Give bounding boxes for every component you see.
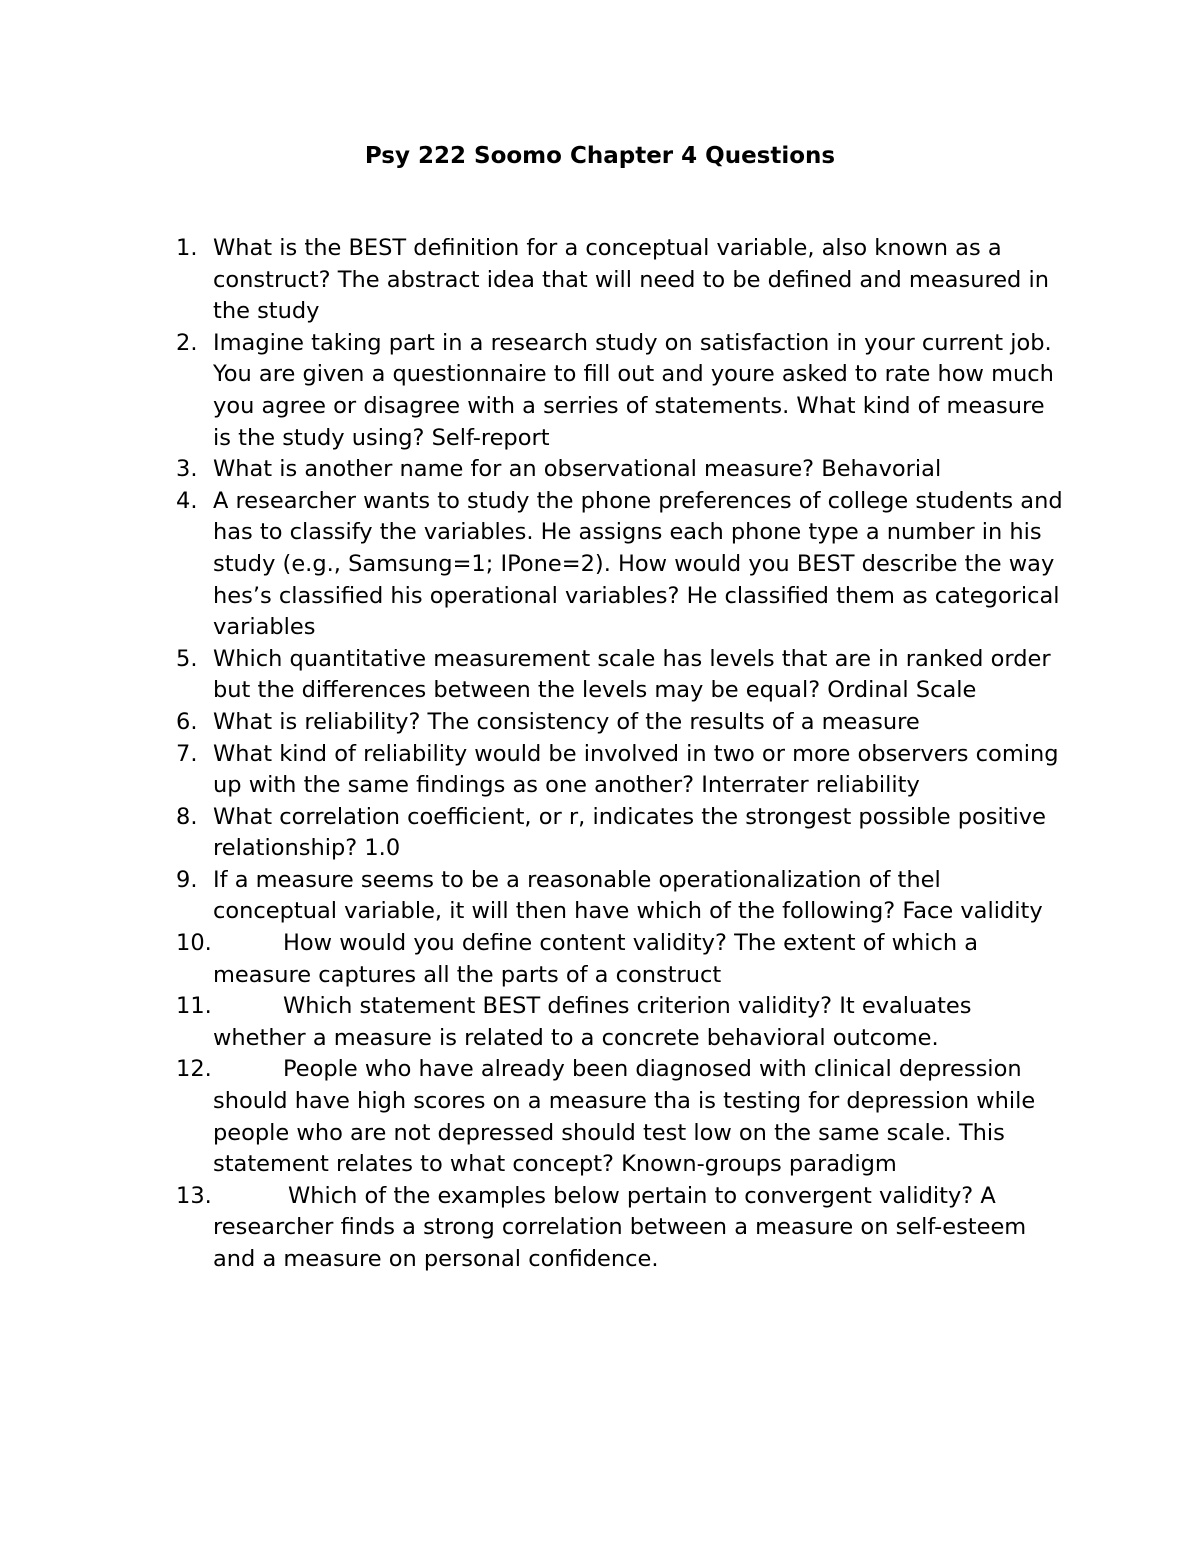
question-text: Which statement BEST defines criterion validity? It evaluates whether a measure is related to a concrete behavioral outcome. <box>213 993 972 1051</box>
question-number: 1. <box>176 235 198 261</box>
question-number: 10. <box>176 930 212 957</box>
question-text: How would you define content validity? The extent of which a measure captures all the parts of a construct <box>213 930 979 988</box>
question-text-wrapper <box>213 930 978 988</box>
document-title: Psy 222 Soomo Chapter 4 Questions <box>364 143 836 169</box>
question-number: 3. <box>176 456 198 483</box>
question-number: 12. <box>176 1056 212 1083</box>
question-item-11 <box>176 991 1066 1054</box>
question-number: 4. <box>176 487 198 514</box>
question-list <box>176 233 1066 1276</box>
question-text: What correlation coefficient, or r, indicates the strongest possible positive relationship? 1.0 <box>213 803 1046 862</box>
question-text: What kind of reliability would be involved in two or more observers coming up with the same findings as one another? Interrater reliability <box>213 740 1059 799</box>
question-number: 5. <box>176 645 198 672</box>
question-item-10 <box>176 928 1066 991</box>
question-text: Imagine taking part in a research study on satisfaction in your current job. You are given a questionnaire to fill out and youre asked to rate how much you agree or disagree with a serries of statements. What kind of measure is the study using? Self-report <box>213 329 1054 451</box>
question-text: What is reliability? The consistency of the results of a measure <box>213 708 920 735</box>
question-item-12 <box>176 1054 1066 1180</box>
question-number: 2. <box>176 329 198 356</box>
question-item-13 <box>176 1181 1066 1276</box>
question-item-9 <box>176 865 1066 928</box>
question-number: 11. <box>176 993 212 1020</box>
question-text-wrapper <box>213 1183 1026 1272</box>
question-text-wrapper <box>213 993 971 1051</box>
question-number: 8. <box>176 803 198 830</box>
question-text: A researcher wants to study the phone preferences of college students and has to classify the variables. He assigns each phone type a number in his study (e.g., Samsung=1; IPone=2). How would you BEST describe the way hes’s classified his operational variables? He classified them as categorical variables <box>213 487 1063 641</box>
question-number: 9. <box>176 866 198 893</box>
question-text: What is the BEST definition for a conceptual variable, also known as a construct? The abstract idea that will need to be defined and measured in the study <box>213 235 1049 325</box>
question-text: People who have already been diagnosed with clinical depression should have high scores on a measure tha is testing for depression while people who are not depressed should test low on the same scale. This statement relates to what concept? Known-groups paradigm <box>213 1056 1036 1178</box>
question-text: Which of the examples below pertain to convergent validity? A researcher finds a strong correlation between a measure on self-esteem and a measure on personal confidence. <box>213 1182 1027 1272</box>
question-text-wrapper <box>213 1056 1035 1177</box>
question-item-6 <box>176 707 1066 739</box>
question-number: 13. <box>176 1182 212 1209</box>
question-item-8 <box>176 802 1066 865</box>
question-item-7 <box>176 739 1066 802</box>
question-item-2 <box>176 328 1066 454</box>
question-text: Which quantitative measurement scale has levels that are in ranked order but the differences between the levels may be equal? Ordinal Scale <box>213 645 1051 704</box>
question-item-5 <box>176 644 1066 707</box>
question-text: What is another name for an observational measure? Behavorial <box>213 456 942 483</box>
question-item-3 <box>176 454 1066 486</box>
question-number: 7. <box>176 740 198 767</box>
question-item-1 <box>176 233 1066 328</box>
question-text: If a measure seems to be a reasonable operationalization of thel conceptual variable, it will then have which of the following? Face validity <box>213 866 1043 925</box>
question-item-4 <box>176 486 1066 644</box>
question-number: 6. <box>176 708 198 735</box>
